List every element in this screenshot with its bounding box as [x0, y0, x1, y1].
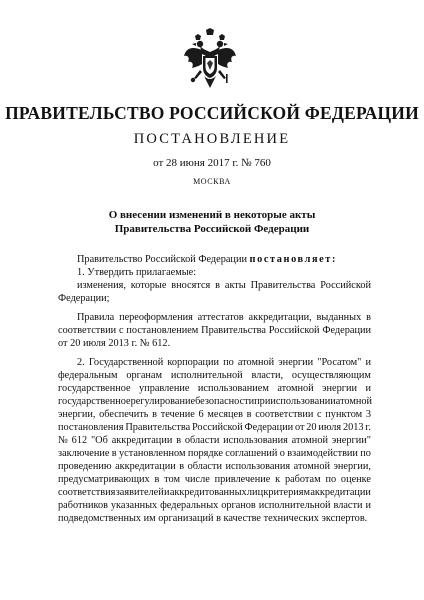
preamble-decree-word: постановляет:	[249, 254, 337, 265]
word: органам	[126, 370, 163, 381]
word: аккредитации	[115, 461, 176, 472]
word: в	[176, 435, 182, 446]
word: с	[119, 325, 124, 336]
word: Правительства	[201, 325, 266, 336]
word: по	[223, 357, 234, 368]
word: работам	[284, 474, 321, 485]
word: энергии,	[58, 409, 96, 420]
paragraph-2-line	[58, 369, 371, 382]
word: органов	[221, 500, 256, 511]
word: установленном	[118, 448, 186, 459]
word: аккредитации	[111, 435, 173, 446]
word: работников	[58, 500, 108, 511]
word: 612	[71, 435, 88, 446]
word: к	[275, 474, 281, 485]
word: использования	[225, 461, 291, 472]
word: заключение	[58, 448, 110, 459]
word: изменения,	[77, 280, 126, 291]
word: "Росатом"	[317, 357, 362, 368]
word: выданных	[316, 312, 362, 323]
document-type: ПОСТАНОВЛЕНИЕ	[133, 131, 291, 147]
word: вносятся	[171, 280, 211, 291]
word: №	[58, 435, 68, 446]
word: соответствии	[255, 409, 314, 420]
word: государственное	[58, 383, 131, 394]
word: в	[215, 280, 221, 291]
word: аттестатов	[197, 312, 244, 323]
paragraph-2-line	[58, 499, 371, 512]
document-subject	[0, 209, 424, 236]
word: "Об	[90, 435, 108, 446]
word: с	[317, 409, 322, 420]
word: акты	[224, 280, 246, 291]
word: постановления	[58, 422, 124, 433]
paragraph-1-item-2-line	[58, 324, 371, 337]
word: в	[366, 312, 371, 323]
word: и	[365, 357, 371, 368]
word: энергии,	[333, 461, 371, 472]
word: Правительства	[125, 422, 191, 433]
paragraph-1-item-2-line	[58, 311, 371, 324]
word: области	[184, 435, 220, 446]
word: Государственной	[88, 357, 164, 368]
paragraph-1-item-1-line	[58, 279, 371, 292]
word: управление	[139, 383, 190, 394]
word: Российской	[268, 325, 320, 336]
word: Российской	[320, 280, 371, 291]
word: осуществляющим	[291, 370, 371, 381]
preamble	[58, 253, 371, 266]
word: указанных	[110, 500, 158, 511]
subject-line: Правительства Российской Федерации	[114, 222, 310, 235]
paragraph-2-line	[58, 460, 371, 473]
word: исполнительной	[170, 370, 243, 381]
word: числе	[184, 474, 210, 485]
word: атомной	[277, 383, 314, 394]
word: атомной	[237, 357, 275, 368]
word: власти,	[251, 370, 284, 381]
word: использованием	[197, 383, 269, 394]
paragraph-2-line	[58, 473, 371, 486]
word: соглашений	[225, 448, 278, 459]
word: энергии	[322, 383, 358, 394]
paragraph-2-line	[58, 356, 371, 369]
paragraph-2-line	[58, 395, 371, 408]
document-body	[58, 253, 371, 525]
word: 6	[198, 409, 204, 420]
word: соответствии	[58, 325, 117, 336]
word: заявителей	[115, 487, 164, 498]
word: порядке	[187, 448, 223, 459]
word: привлечение	[214, 474, 271, 485]
word: Российской	[191, 422, 243, 433]
word: 3	[365, 409, 371, 420]
word: оценке	[340, 474, 371, 485]
word: федеральным	[58, 370, 118, 381]
word: Правила	[77, 312, 115, 323]
word: 20	[306, 422, 317, 433]
paragraph-2-line	[58, 447, 371, 460]
document-date-number: от 28 июня 2017 г. № 760	[153, 157, 271, 169]
paragraph-2-line	[58, 382, 371, 395]
paragraph-2-line: подведомственных им организаций в качестве технических экспертов.	[58, 513, 368, 524]
word: аккредитации	[310, 487, 371, 498]
word: аккредитации,	[248, 312, 312, 323]
word: 2.	[77, 357, 85, 368]
word: Федерации	[244, 422, 294, 433]
word: области	[187, 461, 223, 472]
word: предусматривающих	[58, 474, 150, 485]
word: безопасности	[195, 396, 255, 407]
word: которые	[130, 280, 167, 291]
word: энергии	[278, 357, 314, 368]
word: атомной	[293, 461, 330, 472]
word: проведению	[58, 461, 112, 472]
word: лиц	[246, 487, 264, 498]
word: Правительства	[250, 280, 316, 291]
word: атомной	[335, 396, 373, 407]
word: использовании	[270, 396, 336, 407]
paragraph-1-item-1-line: Федерации;	[58, 293, 110, 304]
word: Федерации	[322, 325, 371, 336]
word: и	[164, 487, 170, 498]
word: месяцев	[207, 409, 243, 420]
word: от	[294, 422, 305, 433]
word: корпорации	[167, 357, 220, 368]
word: регулирование	[130, 396, 196, 407]
word: энергии"	[331, 435, 371, 446]
word: постановлением	[126, 325, 199, 336]
word: в	[111, 448, 117, 459]
paragraph-2-line	[58, 434, 371, 447]
preamble-lead: Правительство Российской Федерации	[77, 254, 250, 265]
paragraph-2-line	[58, 408, 371, 421]
word: переоформления	[119, 312, 193, 323]
word: в	[152, 409, 158, 420]
word: обеспечить	[99, 409, 149, 420]
word: государственное	[58, 396, 131, 407]
subject-line: О внесении изменений в некоторые акты	[108, 209, 316, 221]
word: о	[279, 448, 285, 459]
word: в	[154, 474, 160, 485]
word: взаимодействии	[287, 448, 358, 459]
word: по	[360, 448, 371, 459]
word: 2013	[342, 422, 364, 433]
word: в	[246, 409, 252, 420]
word: соответствия	[58, 487, 116, 498]
paragraph-2-line	[58, 486, 371, 499]
state-emblem-icon	[182, 28, 238, 90]
word: федеральных	[160, 500, 219, 511]
word: пунктом	[325, 409, 363, 420]
paragraph-1-heading: 1. Утвердить прилагаемые:	[77, 267, 197, 278]
paragraph-1-item-2-line: от 20 июля 2013 г. № 612.	[58, 338, 171, 349]
word: течение	[160, 409, 195, 420]
word: июля	[318, 422, 342, 433]
word: использования	[223, 435, 288, 446]
paragraph-2-line	[58, 421, 371, 434]
word: по	[325, 474, 337, 485]
word: атомной	[291, 435, 328, 446]
word: аккредитованных	[169, 487, 247, 498]
word: власти	[333, 500, 363, 511]
word: и	[365, 383, 371, 394]
word: г.	[365, 422, 371, 433]
word: критериям	[263, 487, 311, 498]
word: и	[365, 500, 371, 511]
word: при	[254, 396, 271, 407]
document-city: МОСКВА	[193, 177, 231, 186]
word: в	[179, 461, 185, 472]
government-title: ПРАВИТЕЛЬСТВО РОССИЙСКОЙ ФЕДЕРАЦИИ	[5, 103, 419, 123]
word: том	[164, 474, 181, 485]
word: исполнительной	[258, 500, 331, 511]
